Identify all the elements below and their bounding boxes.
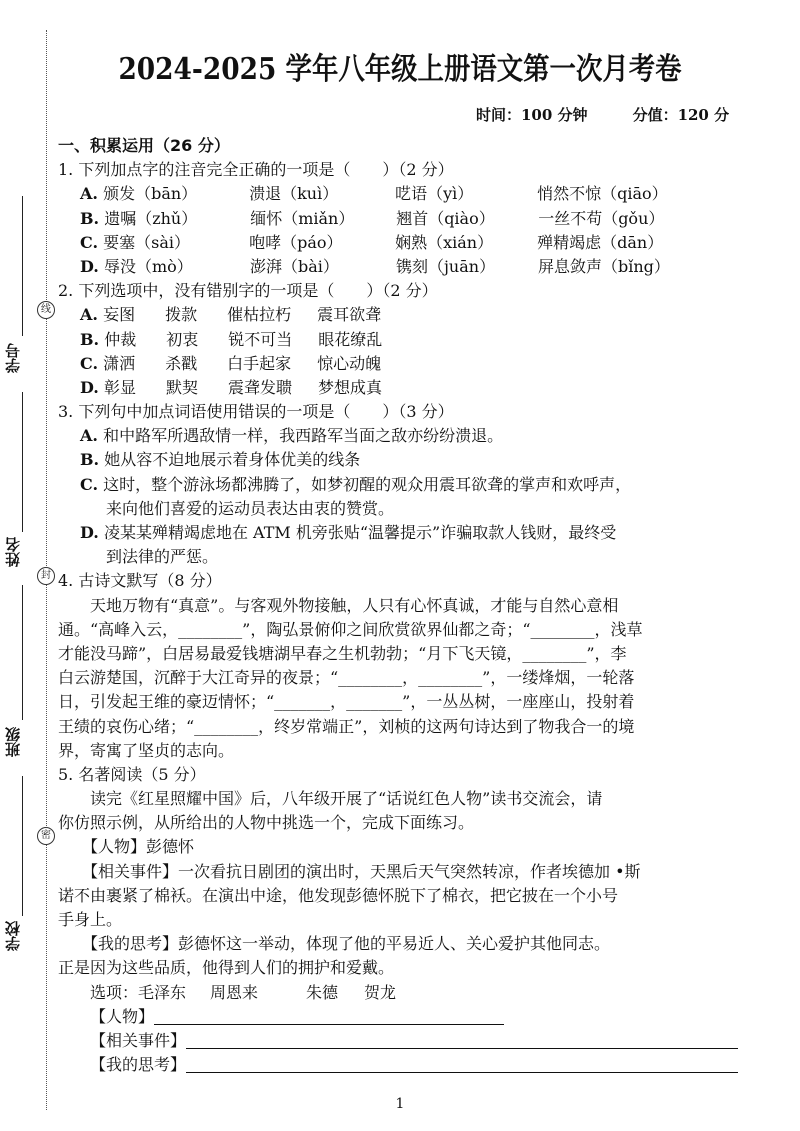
q3-option-a[interactable] — [58, 424, 773, 448]
q1-option-d[interactable] — [58, 255, 773, 279]
choice-he: 贺龙 — [364, 982, 397, 1002]
option-item: 屏息敛声（bǐng） — [537, 256, 670, 276]
q2-option-b[interactable] — [58, 328, 773, 352]
field-label: 【我的思考】 — [90, 1055, 187, 1075]
option-item: 默契 — [165, 377, 198, 397]
option-item: 催枯拉朽 — [227, 305, 292, 325]
option-label: D. — [80, 523, 99, 542]
option-text: 凌某某殚精竭虑地在 ATM 机旁张贴“温馨提示”诈骗取款人钱财，最终受 — [103, 523, 617, 542]
option-item: 惊心动魄 — [317, 353, 382, 373]
option-label: A. — [80, 426, 98, 446]
q5-stem: 5. 名著阅读（5 分） — [58, 764, 206, 784]
choice-zhou: 周恩来 — [210, 982, 259, 1002]
option-label: C. — [80, 474, 99, 494]
option-label: C. — [80, 232, 99, 252]
option-item: 要塞（sài） — [103, 232, 190, 252]
q5-intro: 你仿照示例，从所给出的人物中挑选一个，完成下面练习。 — [58, 813, 475, 833]
option-item: 潇洒 — [103, 353, 136, 373]
q5-field-event[interactable] — [58, 1029, 773, 1053]
q5-example-thought: 正是因为这些品质，他得到人们的拥护和爱戴。 — [58, 958, 395, 978]
option-label: C. — [80, 353, 99, 373]
school-label: 学校 — [4, 921, 22, 951]
q5-example-event: 诺不由裹紧了棉袄。在演出中途，他发现彭德怀脱下了棉衣，把它披在一个小号 — [58, 885, 619, 905]
option-item: 拨款 — [165, 305, 198, 325]
option-item: 溃退（kuì） — [249, 184, 339, 204]
option-item: 杀戳 — [165, 353, 198, 373]
option-item: 澎湃（bài） — [249, 256, 339, 276]
option-item: 咆哮（páo） — [249, 232, 343, 252]
q4-line-blank[interactable]: 王绩的哀伤心绪；“________，终岁常端正”，刘桢的这两句诗达到了物我合一的境 — [58, 716, 635, 736]
exam-content — [58, 134, 773, 1077]
option-item: 眼花缭乱 — [318, 329, 383, 349]
name-label: 姓名 — [4, 537, 22, 567]
q3-option-c[interactable] — [58, 473, 773, 497]
exam-score: 分值：120 分 — [632, 106, 730, 124]
q1-option-c[interactable] — [58, 231, 773, 255]
person-answer-line[interactable] — [154, 1007, 504, 1025]
option-item: 初衷 — [166, 329, 199, 349]
option-text: 这时，整个游泳场都沸腾了，如梦初醒的观众用震耳欲聋的掌声和欢呼声， — [103, 474, 632, 494]
option-text: 和中路军所遇敌情一样，我西路军当面之敌亦纷纷溃退。 — [103, 426, 504, 446]
exam-time: 时间：100 分钟 — [476, 106, 588, 124]
option-label: D. — [80, 377, 99, 397]
option-item: 一丝不苟（gǒu） — [538, 208, 665, 228]
option-label: D. — [80, 256, 99, 276]
q1-option-b[interactable] — [58, 207, 773, 231]
option-item: 呓语（yì） — [395, 184, 474, 204]
option-item: 仲裁 — [104, 329, 137, 349]
q4-line: 界，寄寓了坚贞的志向。 — [58, 740, 235, 760]
q5-example-person: 【人物】彭德怀 — [58, 837, 195, 857]
q5-example-event: 手身上。 — [58, 910, 123, 929]
q2-option-d[interactable] — [58, 376, 773, 400]
q3-option-d[interactable] — [58, 521, 773, 545]
option-item: 彰显 — [103, 377, 136, 397]
q5-field-person[interactable] — [58, 1005, 773, 1029]
q5-field-thought[interactable] — [58, 1053, 773, 1077]
q2-stem: 2. 下列选项中，没有错别字的一项是（ ）（2 分） — [58, 281, 438, 301]
option-item: 悄然不惊（qiāo） — [537, 184, 668, 204]
choice-mao: 毛泽东 — [138, 982, 187, 1002]
q3-option-d-cont: 到法律的严惩。 — [106, 547, 219, 567]
page-number: 1 — [395, 1096, 405, 1112]
q4-line-blank[interactable]: 才能没马蹄”，白居易最爱钱塘湖早春之生机勃勃；“月下飞天镜，________”，李 — [58, 643, 627, 663]
field-label: 【人物】 — [90, 1006, 155, 1026]
option-item: 娴熟（xián） — [395, 232, 494, 252]
q3-stem: 3. 下列句中加点词语使用错误的一项是（ ）（3 分） — [58, 402, 454, 422]
option-item: 辱没（mò） — [103, 256, 193, 276]
binding-mark-feng: 封 — [37, 567, 55, 585]
option-item: 震聋发聩 — [227, 377, 292, 397]
option-label: B. — [80, 329, 100, 349]
q5-example-thought: 【我的思考】彭德怀这一举动，体现了他的平易近人、关心爱护其他同志。 — [58, 934, 611, 954]
option-text: 她从容不迫地展示着身体优美的线条 — [104, 450, 361, 470]
section-title: 一、积累运用（26 分） — [58, 136, 230, 155]
option-item: 锐不可当 — [228, 329, 293, 349]
class-line[interactable] — [22, 585, 23, 720]
q5-choices — [58, 981, 773, 1005]
q5-example-event: 【相关事件】一次看抗日剧团的演出时，天黑后天气突然转凉，作者埃德加 •斯 — [58, 861, 641, 881]
binding-mark-xian: 线 — [37, 301, 55, 319]
student-id-label: 学号 — [4, 343, 22, 373]
option-label: B. — [80, 208, 100, 228]
choices-label: 选项： — [90, 982, 139, 1002]
option-item: 震耳欲聋 — [317, 305, 382, 325]
option-item: 白手起家 — [227, 353, 292, 373]
option-label: A. — [80, 184, 98, 204]
option-item: 遗嘱（zhǔ） — [104, 208, 198, 228]
q4-line-blank[interactable]: 白云游楚国，沉醉于大江奇异的夜景；“________，________”，一缕烽烟，一轮落 — [58, 668, 635, 688]
q4-line-blank[interactable]: 日，引发起王维的豪迈情怀；“_______，_______”，一丛丛树，一座座山，投射着 — [58, 692, 635, 712]
q5-intro: 读完《红星照耀中国》后，八年级开展了“话说红色人物”读书交流会，请 — [58, 789, 603, 809]
q3-option-b[interactable] — [58, 448, 773, 472]
option-item: 缅怀（miǎn） — [250, 208, 355, 228]
thought-answer-line[interactable] — [186, 1055, 738, 1073]
exam-title: 2024-2025 学年八年级上册语文第一次月考卷 — [118, 52, 682, 87]
q1-option-a[interactable] — [58, 182, 773, 206]
exam-meta — [476, 104, 729, 125]
q2-option-c[interactable] — [58, 352, 773, 376]
option-item: 颁发（bān） — [103, 184, 198, 204]
option-label: A. — [80, 305, 98, 325]
q3-option-c-cont: 来向他们喜爱的运动员表达由衷的赞赏。 — [106, 498, 395, 518]
school-line[interactable] — [22, 776, 23, 916]
student-id-line[interactable] — [22, 196, 23, 336]
option-item: 梦想成真 — [317, 377, 382, 397]
q1-stem: 1. 下列加点字的注音完全正确的一项是（ ）（2 分） — [58, 160, 454, 180]
field-label: 【相关事件】 — [90, 1030, 187, 1050]
name-line-upper — [22, 392, 23, 532]
binding-mark-mi: 密 — [37, 827, 55, 845]
event-answer-line[interactable] — [186, 1031, 738, 1049]
option-item: 镌刻（juān） — [395, 256, 496, 276]
class-label: 班级 — [4, 727, 22, 757]
option-label: B. — [80, 450, 100, 470]
option-item: 殚精竭虑（dān） — [537, 232, 664, 252]
q4-line-blank[interactable]: 通。“高峰入云，________”，陶弘景俯仰之间欣赏欲界仙都之奇；“________，浅草 — [58, 619, 643, 639]
q2-option-a[interactable] — [58, 303, 773, 327]
q4-stem: 4. 古诗文默写（8 分） — [58, 571, 222, 591]
option-item: 翘首（qiào） — [396, 208, 495, 228]
choice-zhu: 朱德 — [306, 982, 339, 1002]
option-item: 妄图 — [103, 305, 136, 325]
q4-line: 天地万物有“真意”。与客观外物接触，人只有心怀真诚，才能与自然心意相 — [58, 595, 619, 615]
